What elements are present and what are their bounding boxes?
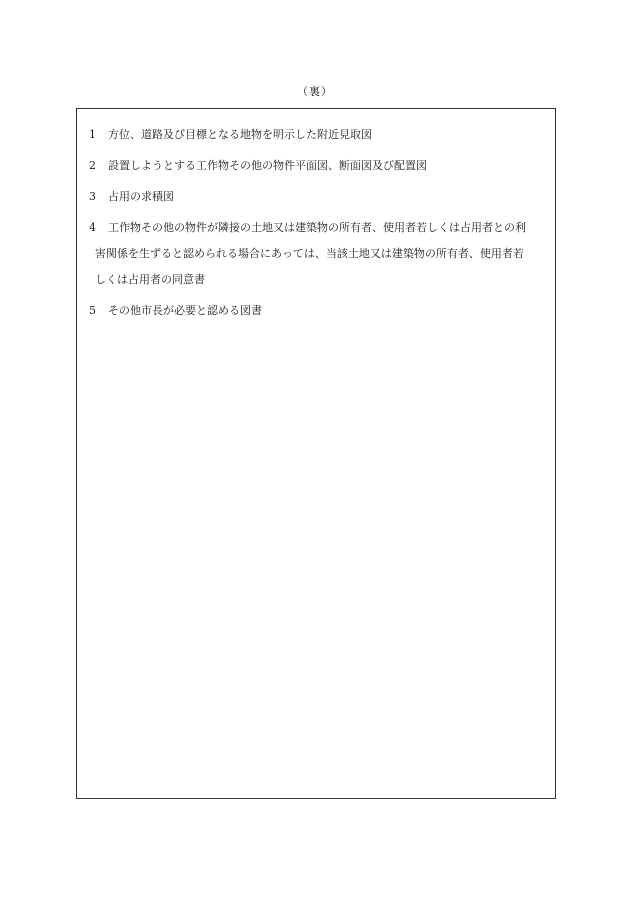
- item-line: 方位、道路及び目標となる地物を明示した附近見取図: [108, 128, 372, 141]
- list-item-2: [89, 153, 556, 179]
- list-item-1: [89, 122, 556, 148]
- list-item-4: [89, 215, 556, 293]
- item-number: 1: [89, 128, 96, 141]
- item-number: 2: [89, 159, 96, 172]
- item-line: 占用の求積図: [108, 190, 174, 203]
- item-line: 工作物その他の物件が隣接の土地又は建築物の所有者、使用者若しくは占用者との利: [108, 221, 526, 234]
- attachment-list-box: [76, 108, 556, 799]
- item-number: 3: [89, 190, 96, 203]
- item-number: 4: [89, 221, 96, 234]
- item-line-continued: 害関係を生ずると認められる場合にあっては、当該土地又は建築物の所有者、使用者若: [95, 247, 524, 260]
- item-number: 5: [89, 304, 96, 317]
- item-line: 設置しようとする工作物その他の物件平面図、断面図及び配置図: [108, 159, 427, 172]
- item-line: その他市長が必要と認める図書: [108, 304, 262, 317]
- page-heading: （裏）: [297, 85, 333, 98]
- list-item-3: [89, 184, 556, 210]
- attachment-list: [89, 122, 556, 329]
- list-item-5: [89, 298, 556, 324]
- item-line-continued: しくは占用者の同意書: [95, 273, 205, 286]
